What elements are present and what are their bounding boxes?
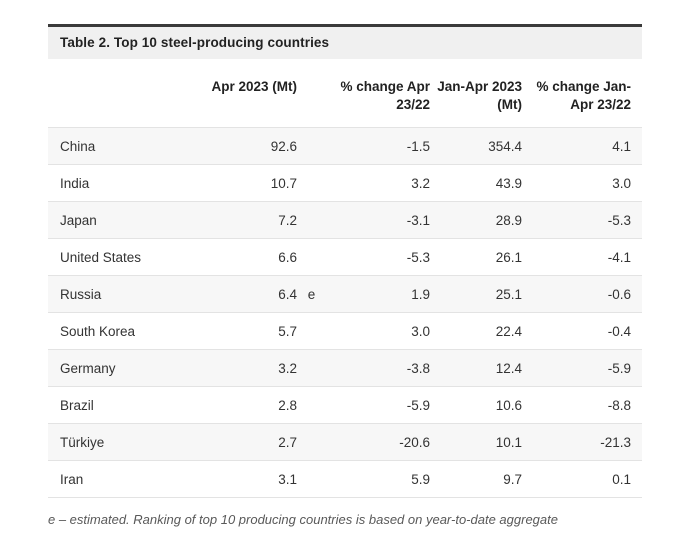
cell-pct-change-apr: -1.5 [406,138,430,154]
header-marker [297,66,330,128]
cell-pct-change-jan-apr: -5.9 [607,360,631,376]
cell-apr-value: 2.8 [278,397,297,413]
cell-pct-change-apr: -20.6 [399,434,430,450]
table-row [48,165,642,202]
cell-apr-value: 92.6 [270,138,297,154]
cell-pct-change-apr: 5.9 [411,471,430,487]
table-row [48,424,642,461]
table-header [48,66,642,128]
cell-pct-change-apr: -3.1 [406,212,430,228]
cell-jan-apr-value: 9.7 [503,471,522,487]
cell-estimate-marker [297,128,330,165]
cell-country: India [60,175,90,191]
cell-country: Türkiye [60,434,105,450]
cell-country: Japan [60,212,97,228]
header-country [48,66,198,128]
cell-pct-change-jan-apr: -21.3 [600,434,631,450]
cell-apr-value: 3.1 [278,471,297,487]
cell-estimate-marker [297,461,330,498]
cell-pct-change-jan-apr: -5.3 [607,212,631,228]
table-row [48,350,642,387]
cell-pct-change-jan-apr: -4.1 [607,249,631,265]
header-apr-2023: Apr 2023 (Mt) [198,66,297,128]
table-footnote: e – estimated. Ranking of top 10 producing countries is based on year-to-date aggregate [48,512,558,528]
cell-jan-apr-value: 43.9 [495,175,522,191]
cell-pct-change-apr: -3.8 [406,360,430,376]
cell-jan-apr-value: 10.1 [495,434,522,450]
table-title: Table 2. Top 10 steel-producing countries [48,24,642,59]
header-pct-change-apr: % change Apr 23/22 [330,66,430,128]
table-row [48,128,642,165]
cell-apr-value: 3.2 [278,360,297,376]
table-row [48,239,642,276]
cell-country: Brazil [60,397,94,413]
cell-estimate-marker [297,165,330,202]
cell-pct-change-apr: -5.3 [406,249,430,265]
header-jan-apr-2023: Jan-Apr 2023 (Mt) [430,66,522,128]
header-pct-change-jan-apr: % change Jan-Apr 23/22 [522,66,642,128]
cell-pct-change-jan-apr: -8.8 [607,397,631,413]
table-body [48,128,642,498]
cell-pct-change-apr: 3.0 [411,323,430,339]
cell-jan-apr-value: 28.9 [495,212,522,228]
cell-jan-apr-value: 10.6 [495,397,522,413]
header-row [48,66,642,128]
cell-country: Russia [60,286,102,302]
cell-jan-apr-value: 354.4 [488,138,522,154]
cell-pct-change-apr: 1.9 [411,286,430,302]
cell-country: Germany [60,360,116,376]
cell-estimate-marker: e [307,286,316,302]
cell-jan-apr-value: 12.4 [495,360,522,376]
cell-country: United States [60,249,142,265]
table-row [48,202,642,239]
cell-estimate-marker [297,424,330,461]
cell-apr-value: 5.7 [278,323,297,339]
cell-estimate-marker [297,239,330,276]
cell-pct-change-jan-apr: 3.0 [612,175,631,191]
cell-pct-change-jan-apr: -0.4 [607,323,631,339]
cell-pct-change-jan-apr: 0.1 [612,471,631,487]
cell-estimate-marker [297,387,330,424]
table-row [48,461,642,498]
table-row [48,313,642,350]
table-row [48,387,642,424]
steel-production-table [48,24,642,527]
cell-pct-change-apr: -5.9 [406,397,430,413]
cell-pct-change-jan-apr: -0.6 [607,286,631,302]
cell-apr-value: 10.7 [270,175,297,191]
cell-jan-apr-value: 25.1 [495,286,522,302]
cell-apr-value: 6.6 [278,249,297,265]
cell-country: China [60,138,96,154]
cell-jan-apr-value: 26.1 [495,249,522,265]
cell-pct-change-apr: 3.2 [411,175,430,191]
cell-country: South Korea [60,323,136,339]
table-row [48,276,642,313]
cell-pct-change-jan-apr: 4.1 [612,138,631,154]
cell-apr-value: 2.7 [278,434,297,450]
cell-estimate-marker [297,350,330,387]
cell-apr-value: 6.4 [278,286,297,302]
cell-estimate-marker [297,313,330,350]
data-table [48,66,642,498]
cell-country: Iran [60,471,84,487]
cell-estimate-marker [297,202,330,239]
cell-apr-value: 7.2 [278,212,297,228]
cell-jan-apr-value: 22.4 [495,323,522,339]
